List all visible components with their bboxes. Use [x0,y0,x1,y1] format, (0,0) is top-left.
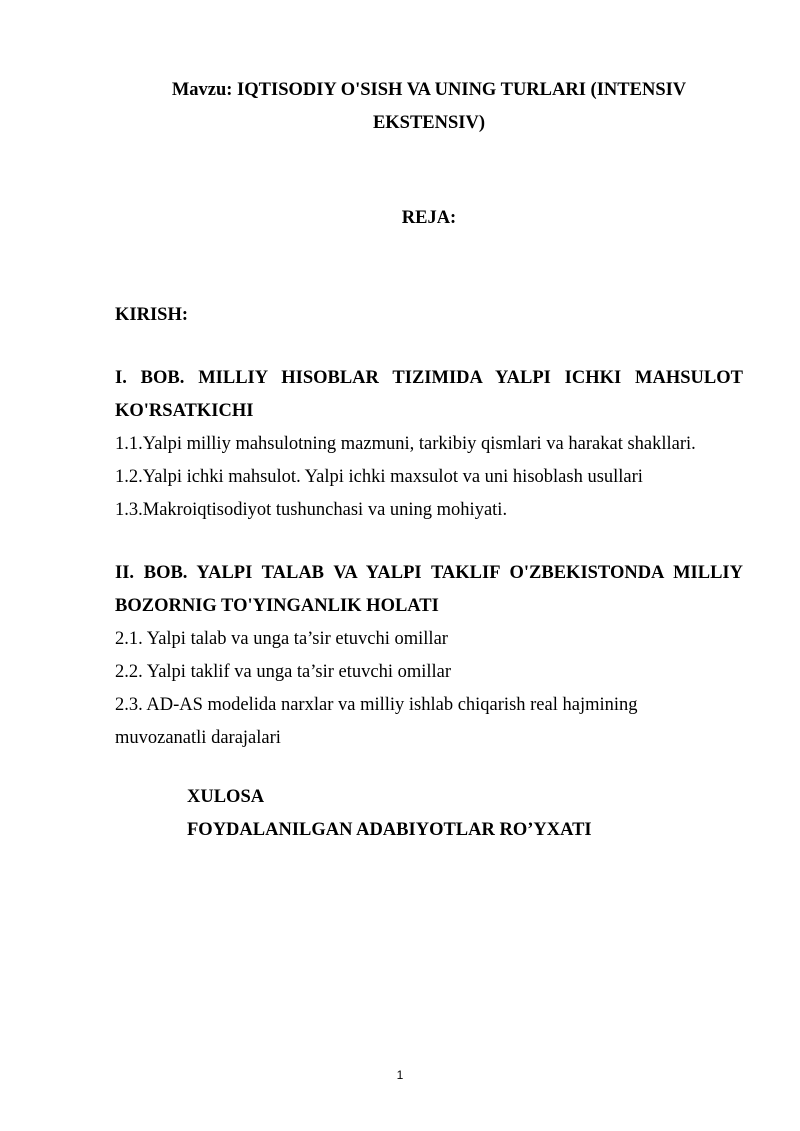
references-heading: FOYDALANILGAN ADABIYOTLAR RO’YXATI [187,820,592,840]
chapter-2-heading-line-2: BOZORNIG TO'YINGANLIK HOLATI [115,596,439,616]
chapter-2-item-3-continuation: muvozanatli darajalari [115,728,281,748]
chapter-2-heading [115,557,743,623]
title-line-1: Mavzu: IQTISODIY O'SISH VA UNING TURLARI (INTENSIV [171,80,687,100]
chapter-2-item-1: 2.1. Yalpi talab va unga ta’sir etuvchi omillar [115,629,448,649]
chapter-1-heading-line-1: I. BOB. MILLIY HISOBLAR TIZIMIDA YALPI ICHKI MAHSULOT [115,368,743,388]
chapter-2-item-2: 2.2. Yalpi taklif va unga ta’sir etuvchi omillar [115,662,452,682]
chapter-2-item-3: 2.3. AD-AS modelida narxlar va milliy ishlab chiqarish real hajmining [115,695,638,715]
conclusion-heading: XULOSA [187,787,265,807]
chapter-1-item-2: 1.2.Yalpi ichki mahsulot. Yalpi ichki maxsulot va uni hisoblash usullari [115,467,643,487]
page-number: 1 [396,1068,404,1082]
plan-heading: REJA: [401,208,457,228]
chapter-1-item-3: 1.3.Makroiqtisodiyot tushunchasi va uning mohiyati. [115,500,508,520]
chapter-1-item-1: 1.1.Yalpi milliy mahsulotning mazmuni, tarkibiy qismlari va harakat shakllari. [115,434,696,454]
chapter-1-heading [115,362,743,428]
chapter-1 [115,362,743,527]
chapter-1-heading-line-2: KO'RSATKICHI [115,401,254,421]
document-title [115,74,743,140]
chapter-2-heading-line-1: II. BOB. YALPI TALAB VA YALPI TAKLIF O'ZBEKISTONDA MILLIY [115,563,743,583]
title-line-2: EKSTENSIV) [372,113,486,133]
chapter-2 [115,557,743,755]
closing-section [187,781,592,847]
intro-heading: KIRISH: [115,305,188,325]
